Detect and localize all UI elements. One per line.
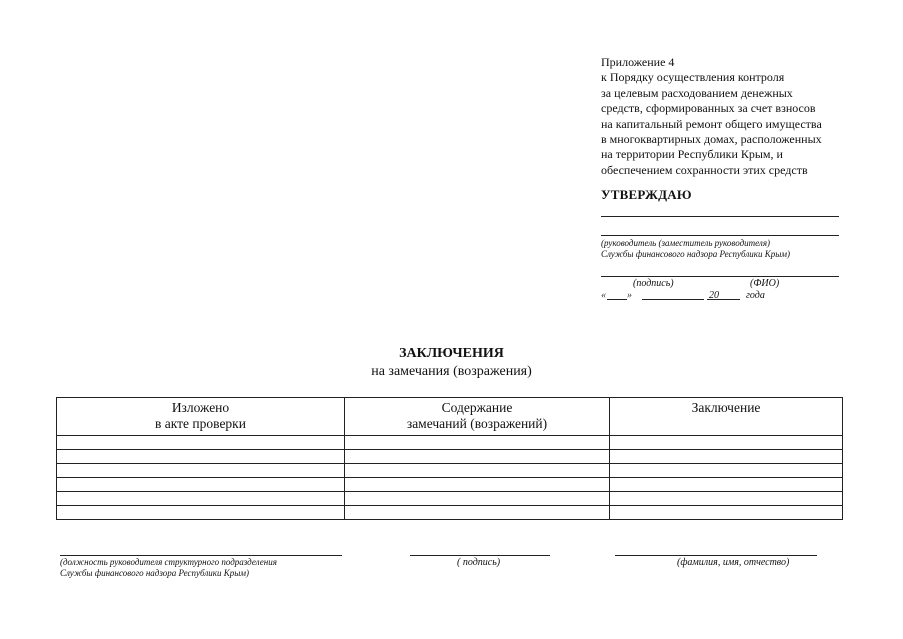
date-close-quote: » — [627, 290, 632, 301]
table-cell[interactable] — [345, 464, 610, 478]
annex-line: на территории Республики Крым, и — [601, 147, 783, 162]
approval-line-2 — [601, 235, 839, 236]
footer-signature-label: ( подпись) — [457, 557, 501, 568]
approval-heading: УТВЕРЖДАЮ — [601, 187, 692, 202]
approval-role-line2: Службы финансового надзора Республики Крым) — [601, 249, 791, 259]
annex-line: обеспечением сохранности этих средств — [601, 162, 808, 177]
table-cell[interactable] — [57, 478, 345, 492]
table-cell[interactable] — [610, 436, 843, 450]
document-title: ЗАКЛЮЧЕНИЯ — [399, 346, 504, 361]
date-month-blank — [642, 299, 704, 300]
table-cell[interactable] — [57, 450, 345, 464]
approval-signature-line — [601, 276, 839, 277]
footer-signature-line — [410, 555, 550, 556]
date-open-quote: « — [601, 290, 606, 301]
table-row — [57, 506, 843, 520]
table-row — [57, 450, 843, 464]
table-cell[interactable] — [610, 492, 843, 506]
conclusions-table — [56, 397, 843, 520]
table-cell[interactable] — [345, 506, 610, 520]
approval-line-1 — [601, 216, 839, 217]
annex-line: Приложение 4 — [601, 55, 675, 69]
date-year-prefix: 20 — [709, 290, 719, 301]
header-line: Заключение — [691, 400, 761, 415]
footer-position-line — [60, 555, 342, 556]
annex-line: средств, сформированных за счет взносов — [601, 101, 816, 116]
annex-line: в многоквартирных домах, расположенных — [601, 131, 822, 146]
footer-position-line2: Службы финансового надзора Республики Крым) — [60, 568, 250, 578]
footer-name-label: (фамилия, имя, отчество) — [677, 557, 790, 568]
table-cell[interactable] — [345, 478, 610, 492]
annex-line: на капитальный ремонт общего имущества — [601, 116, 822, 131]
header-line: в акте проверки — [155, 416, 246, 431]
footer-position-line1: (должность руководителя структурного подразделения — [60, 557, 277, 567]
document-subtitle: на замечания (возражения) — [371, 364, 532, 379]
table-cell[interactable] — [345, 450, 610, 464]
header-line: Изложено — [171, 400, 230, 415]
annex-line: за целевым расходованием денежных — [601, 85, 793, 100]
table-header-row — [57, 398, 843, 436]
table-row — [57, 436, 843, 450]
approval-role-line1: (руководитель (заместитель руководителя) — [601, 238, 771, 248]
table-cell[interactable] — [610, 464, 843, 478]
table-cell[interactable] — [57, 492, 345, 506]
table-row — [57, 492, 843, 506]
table-cell[interactable] — [610, 478, 843, 492]
table-cell[interactable] — [57, 464, 345, 478]
approval-signature-label: (подпись) — [633, 278, 674, 289]
column-header-conclusion — [610, 398, 843, 436]
column-header-stated — [57, 398, 345, 436]
table-cell[interactable] — [57, 436, 345, 450]
table-cell[interactable] — [610, 450, 843, 464]
table-row — [57, 478, 843, 492]
table-row — [57, 464, 843, 478]
column-header-objections — [345, 398, 610, 436]
table-cell[interactable] — [345, 436, 610, 450]
table-cell[interactable] — [610, 506, 843, 520]
date-year-suffix: года — [746, 290, 765, 301]
header-line: замечаний (возражений) — [406, 416, 548, 431]
header-line: Содержание — [441, 400, 513, 415]
table-cell[interactable] — [57, 506, 345, 520]
table-cell[interactable] — [345, 492, 610, 506]
annex-line: к Порядку осуществления контроля — [601, 70, 785, 85]
date-year-blank — [707, 299, 740, 300]
approval-name-label: (ФИО) — [750, 278, 780, 289]
annex-reference — [601, 55, 861, 178]
date-day-blank — [607, 299, 627, 300]
footer-name-line — [615, 555, 817, 556]
